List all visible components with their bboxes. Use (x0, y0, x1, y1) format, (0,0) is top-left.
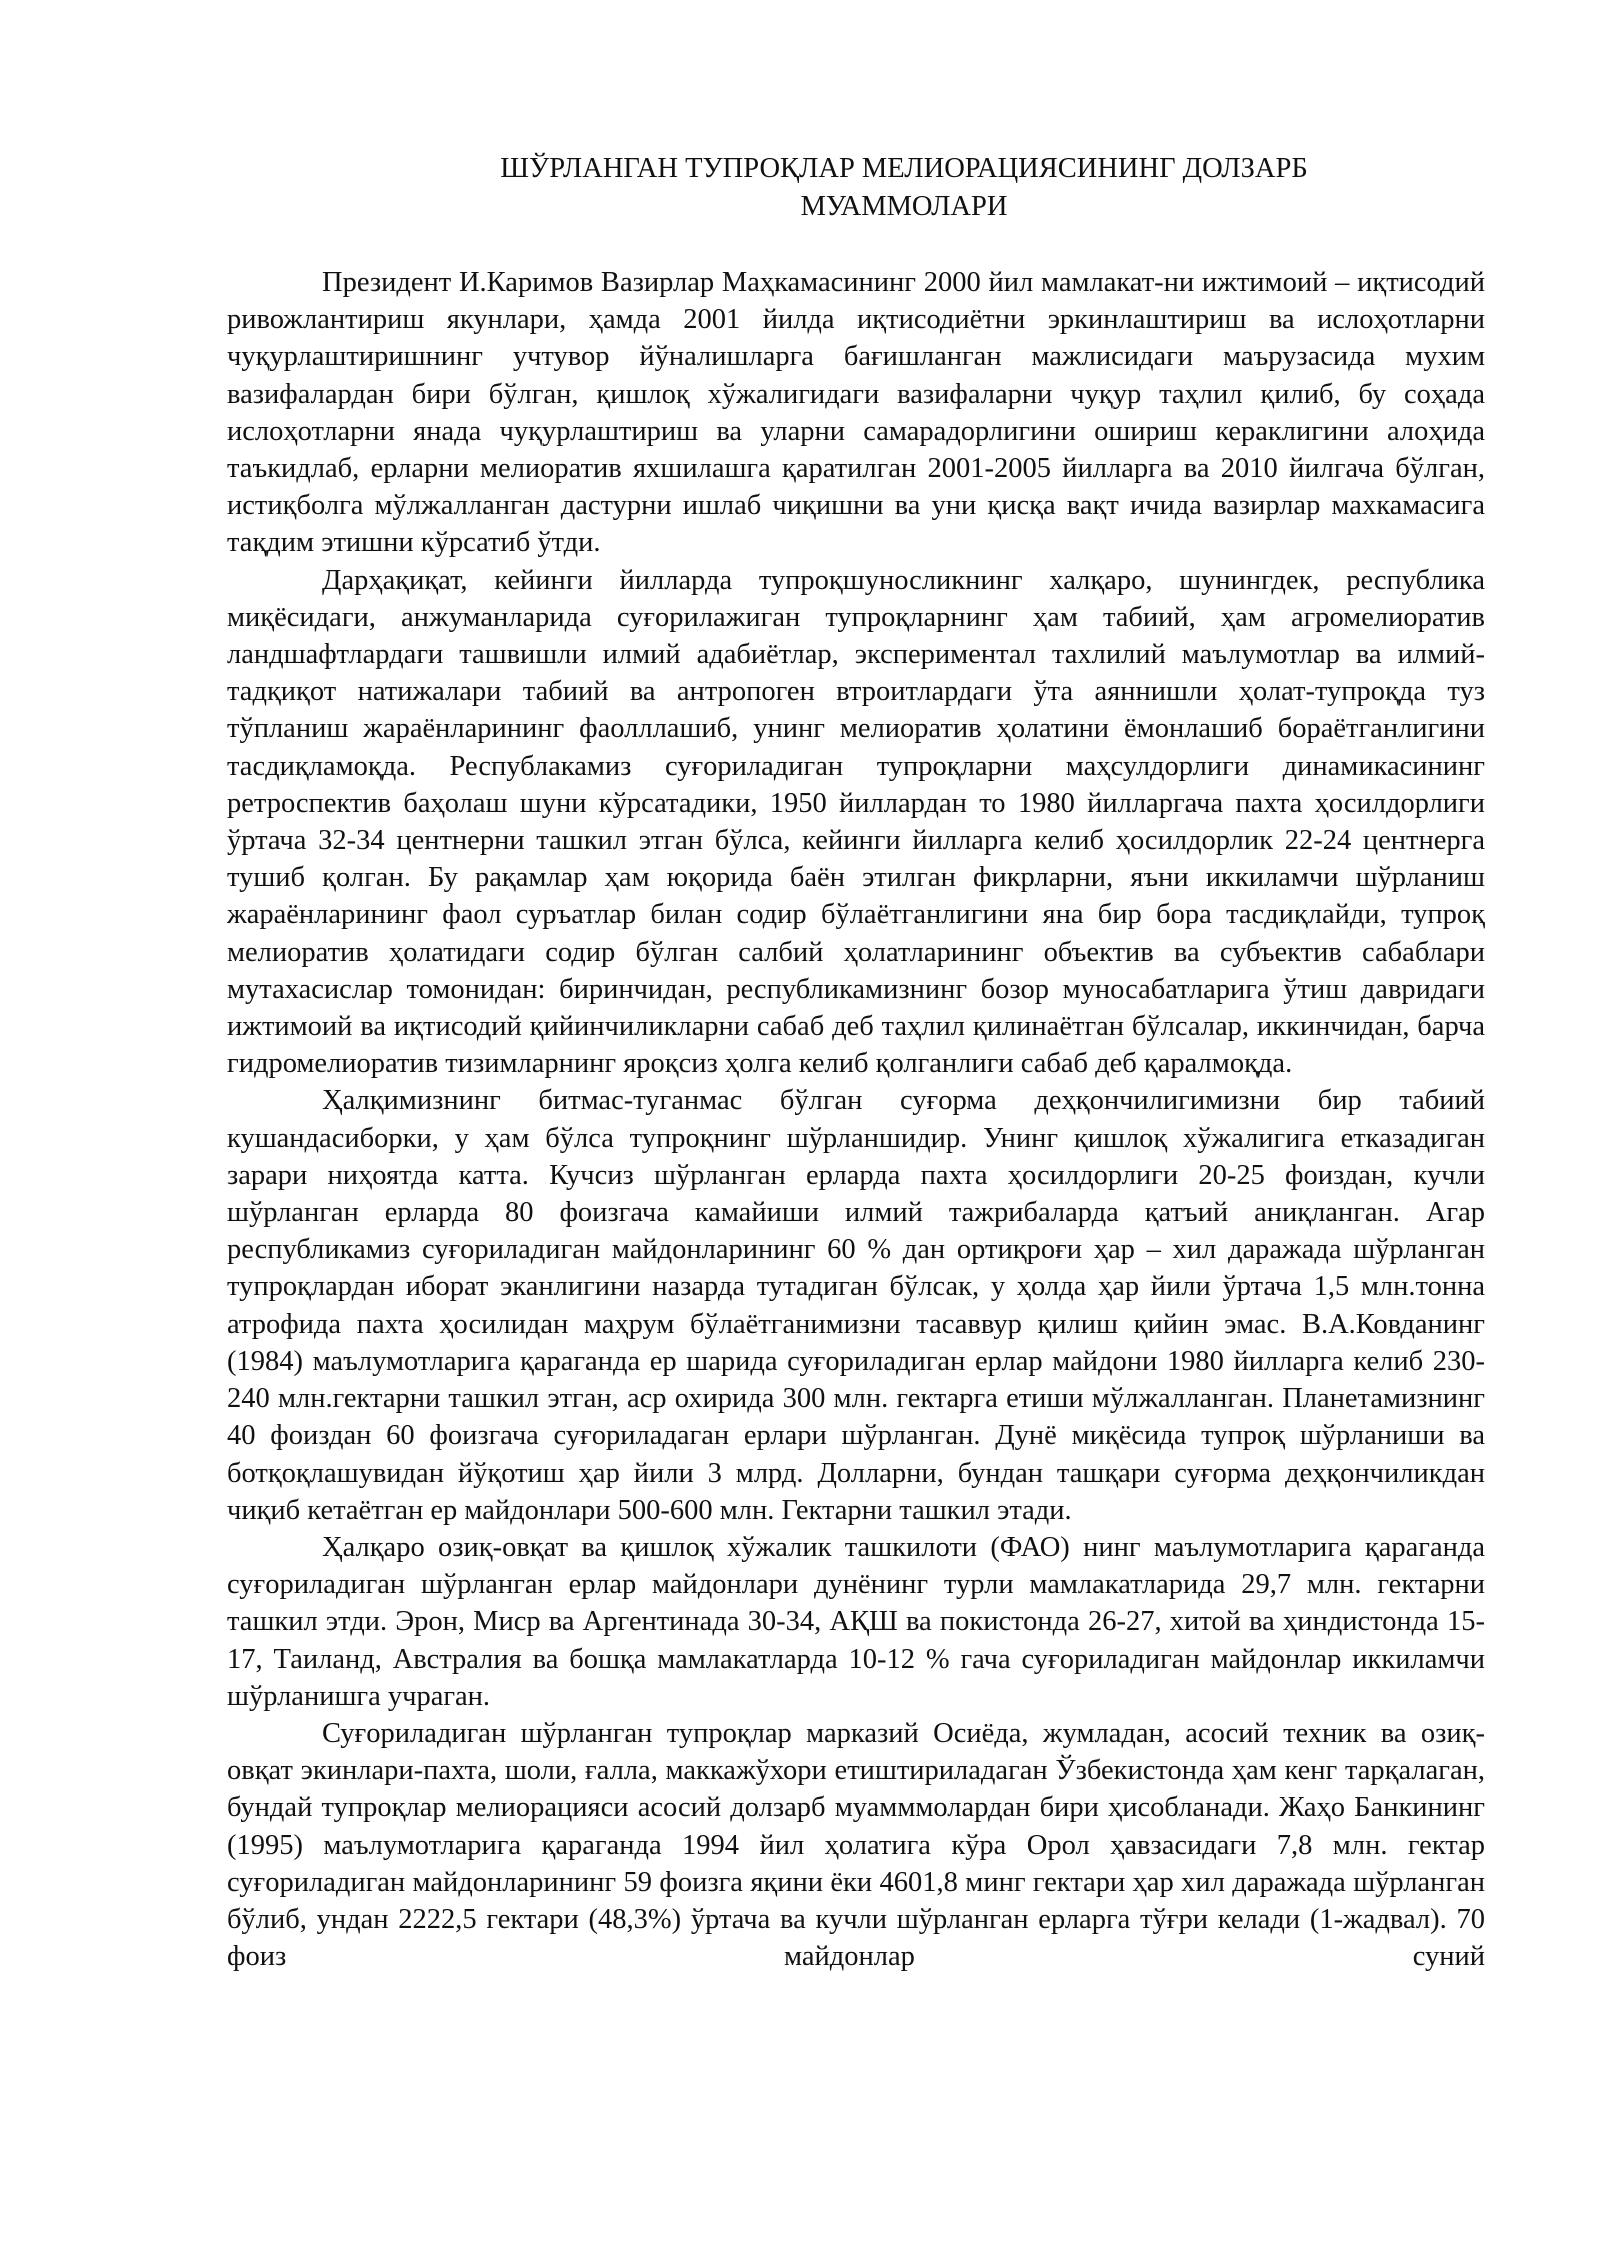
document-title (227, 150, 1485, 226)
paragraph-4: Ҳалқаро озиқ-овқат ва қишлоқ хўжалик ташкилоти (ФАО) нинг маълумотларига қараганда суғориладиган шўрланган ерлар майдонлари дунёнинг турли мамлакатларида 29,7 млн. гектарни ташкил этди. Эрон, Миср ва Аргентинада 30-34, АҚШ ва покистонда 26-27, хитой ва ҳиндистонда 15-17, Таиланд, Австралия ва бошқа мамлакатларда 10-12 % гача суғориладиган майдонлар иккиламчи шўрланишга учраган. (227, 1531, 1485, 1712)
paragraph-5: Суғориладиган шўрланган тупроқлар марказий Осиёда, жумладан, асосий техник ва озиқ-овқат экинлари-пахта, шоли, ғалла, маккажўхори етиштириладаган Ўзбекистонда ҳам кенг тарқалаган, бундай тупроқлар мелиорацияси асосий долзарб муамммолардан бири ҳисобланади. Жаҳо Банкининг (1995) маълумотларига қараганда 1994 йил ҳолатига кўра Орол ҳавзасидаги 7,8 млн. гектар суғориладиган майдонларининг 59 фоизга яқини ёки 4601,8 минг гектари ҳар хил даражада шўрланган бўлиб, ундан 2222,5 гектари (48,3%) ўртача ва кучли шўрланган ерларга тўғри келади (1-жадвал). 70 фоиз майдонлар суний (227, 1717, 1485, 1973)
paragraph-1: Президент И.Каримов Вазирлар Маҳкамасининг 2000 йил мамлакат-ни ижтимоий – иқтисодий ривожлантириш якунлари, ҳамда 2001 йилда иқтисодиётни эркинлаштириш ва ислоҳотларни чуқурлаштиришнинг учтувор йўналишларга бағишланган мажлисидаги маърузасида мухим вазифалардан бири бўлган, қишлоқ хўжалигидаги вазифаларни чуқур таҳлил қилиб, бу соҳада ислоҳотларни янада чуқурлаштириш ва уларни самарадорлигини ошириш кераклигини алоҳида таъкидлаб, ерларни мелиоратив яхшилашга қаратилган 2001-2005 йилларга ва 2010 йилгача бўлган, истиқболга мўлжалланган дастурни ишлаб чиқишни ва уни қисқа вақт ичида вазирлар махкамасига тақдим этишни кўрсатиб ўтди. (227, 267, 1485, 559)
paragraph-2: Дарҳақиқат, кейинги йилларда тупроқшуносликнинг халқаро, шунингдек, республика миқёсидаги, анжуманларида суғорилажиган тупроқларнинг ҳам табиий, ҳам агромелиоратив ландшафтлардаги ташвишли илмий адабиётлар, экспериментал тахлилий маълумотлар ва илмий-тадқиқот натижалари табиий ва антропоген втроитлардаги ўта аяннишли ҳолат-тупроқда туз тўпланиш жараёнларининг фаолллашиб, унинг мелиоратив ҳолатини ёмонлашиб бораётганлигини тасдиқламоқда. Республакамиз суғориладиган тупроқларни маҳсулдорлиги динамикасининг ретроспектив баҳолаш шуни кўрсатадики, 1950 йиллардан то 1980 йилларгача пахта ҳосилдорлиги ўртача 32-34 центнерни ташкил этган бўлса, кейинги йилларга келиб ҳосилдорлик 22-24 центнерга тушиб қолган. Бу рақамлар ҳам юқорида баён этилган фикрларни, яъни иккиламчи шўрланиш жараёнларининг фаол суръатлар билан содир бўлаётганлигини яна бир бора тасдиқлайди, тупроқ мелиоратив ҳолатидаги содир бўлган салбий ҳолатларининг объектив ва субъектив сабаблари мутахасислар томонидан: биринчидан, республикамизнинг бозор муносабатларига ўтиш давридаги ижтимоий ва иқтисодий қийинчиликларни сабаб деб таҳлил қилинаётган бўлсалар, иккинчидан, барча гидромелиоратив тизимларнинг яроқсиз ҳолга келиб қолганлиги сабаб деб қаралмоқда. (227, 564, 1485, 1080)
paragraph-3: Ҳалқимизнинг битмас-туганмас бўлган суғорма деҳқончилигимизни бир табиий кушандасиборки, у ҳам бўлса тупроқнинг шўрланшидир. Унинг қишлоқ хўжалигига етказадиган зарари ниҳоятда катта. Кучсиз шўрланган ерларда пахта ҳосилдорлиги 20-25 фоиздан, кучли шўрланган ерларда 80 фоизгача камайиши илмий тажрибаларда қатъий аниқланган. Агар республикамиз суғориладиган майдонларининг 60 % дан ортиқроғи ҳар – хил даражада шўрланган тупроқлардан иборат эканлигини назарда тутадиган бўлсак, у ҳолда ҳар йили ўртача 1,5 млн.тонна атрофида пахта ҳосилидан маҳрум бўлаётганимизни тасаввур қилиш қийин эмас. В.А.Ковданинг (1984) маълумотларига қараганда ер шарида суғориладиган ерлар майдони 1980 йилларга келиб 230-240 млн.гектарни ташкил этган, аср охирида 300 млн. гектарга етиши мўлжалланган. Планетамизнинг 40 фоиздан 60 фоизгача суғориладаган ерлари шўрланган. Дунё миқёсида тупроқ шўрланиши ва ботқоқлашувидан йўқотиш ҳар йили 3 млрд. Долларни, бундан ташқари суғорма деҳқончиликдан чиқиб кетаётган ер майдонлари 500-600 млн. Гектарни ташкил этади. (227, 1085, 1485, 1526)
title-line-1: ШЎРЛАНГАН ТУПРОҚЛАР МЕЛИОРАЦИЯСИНИНГ ДОЛЗАРБ (500, 153, 1308, 184)
document-page (227, 150, 1485, 1975)
title-line-2: МУАММОЛАРИ (800, 191, 1008, 222)
